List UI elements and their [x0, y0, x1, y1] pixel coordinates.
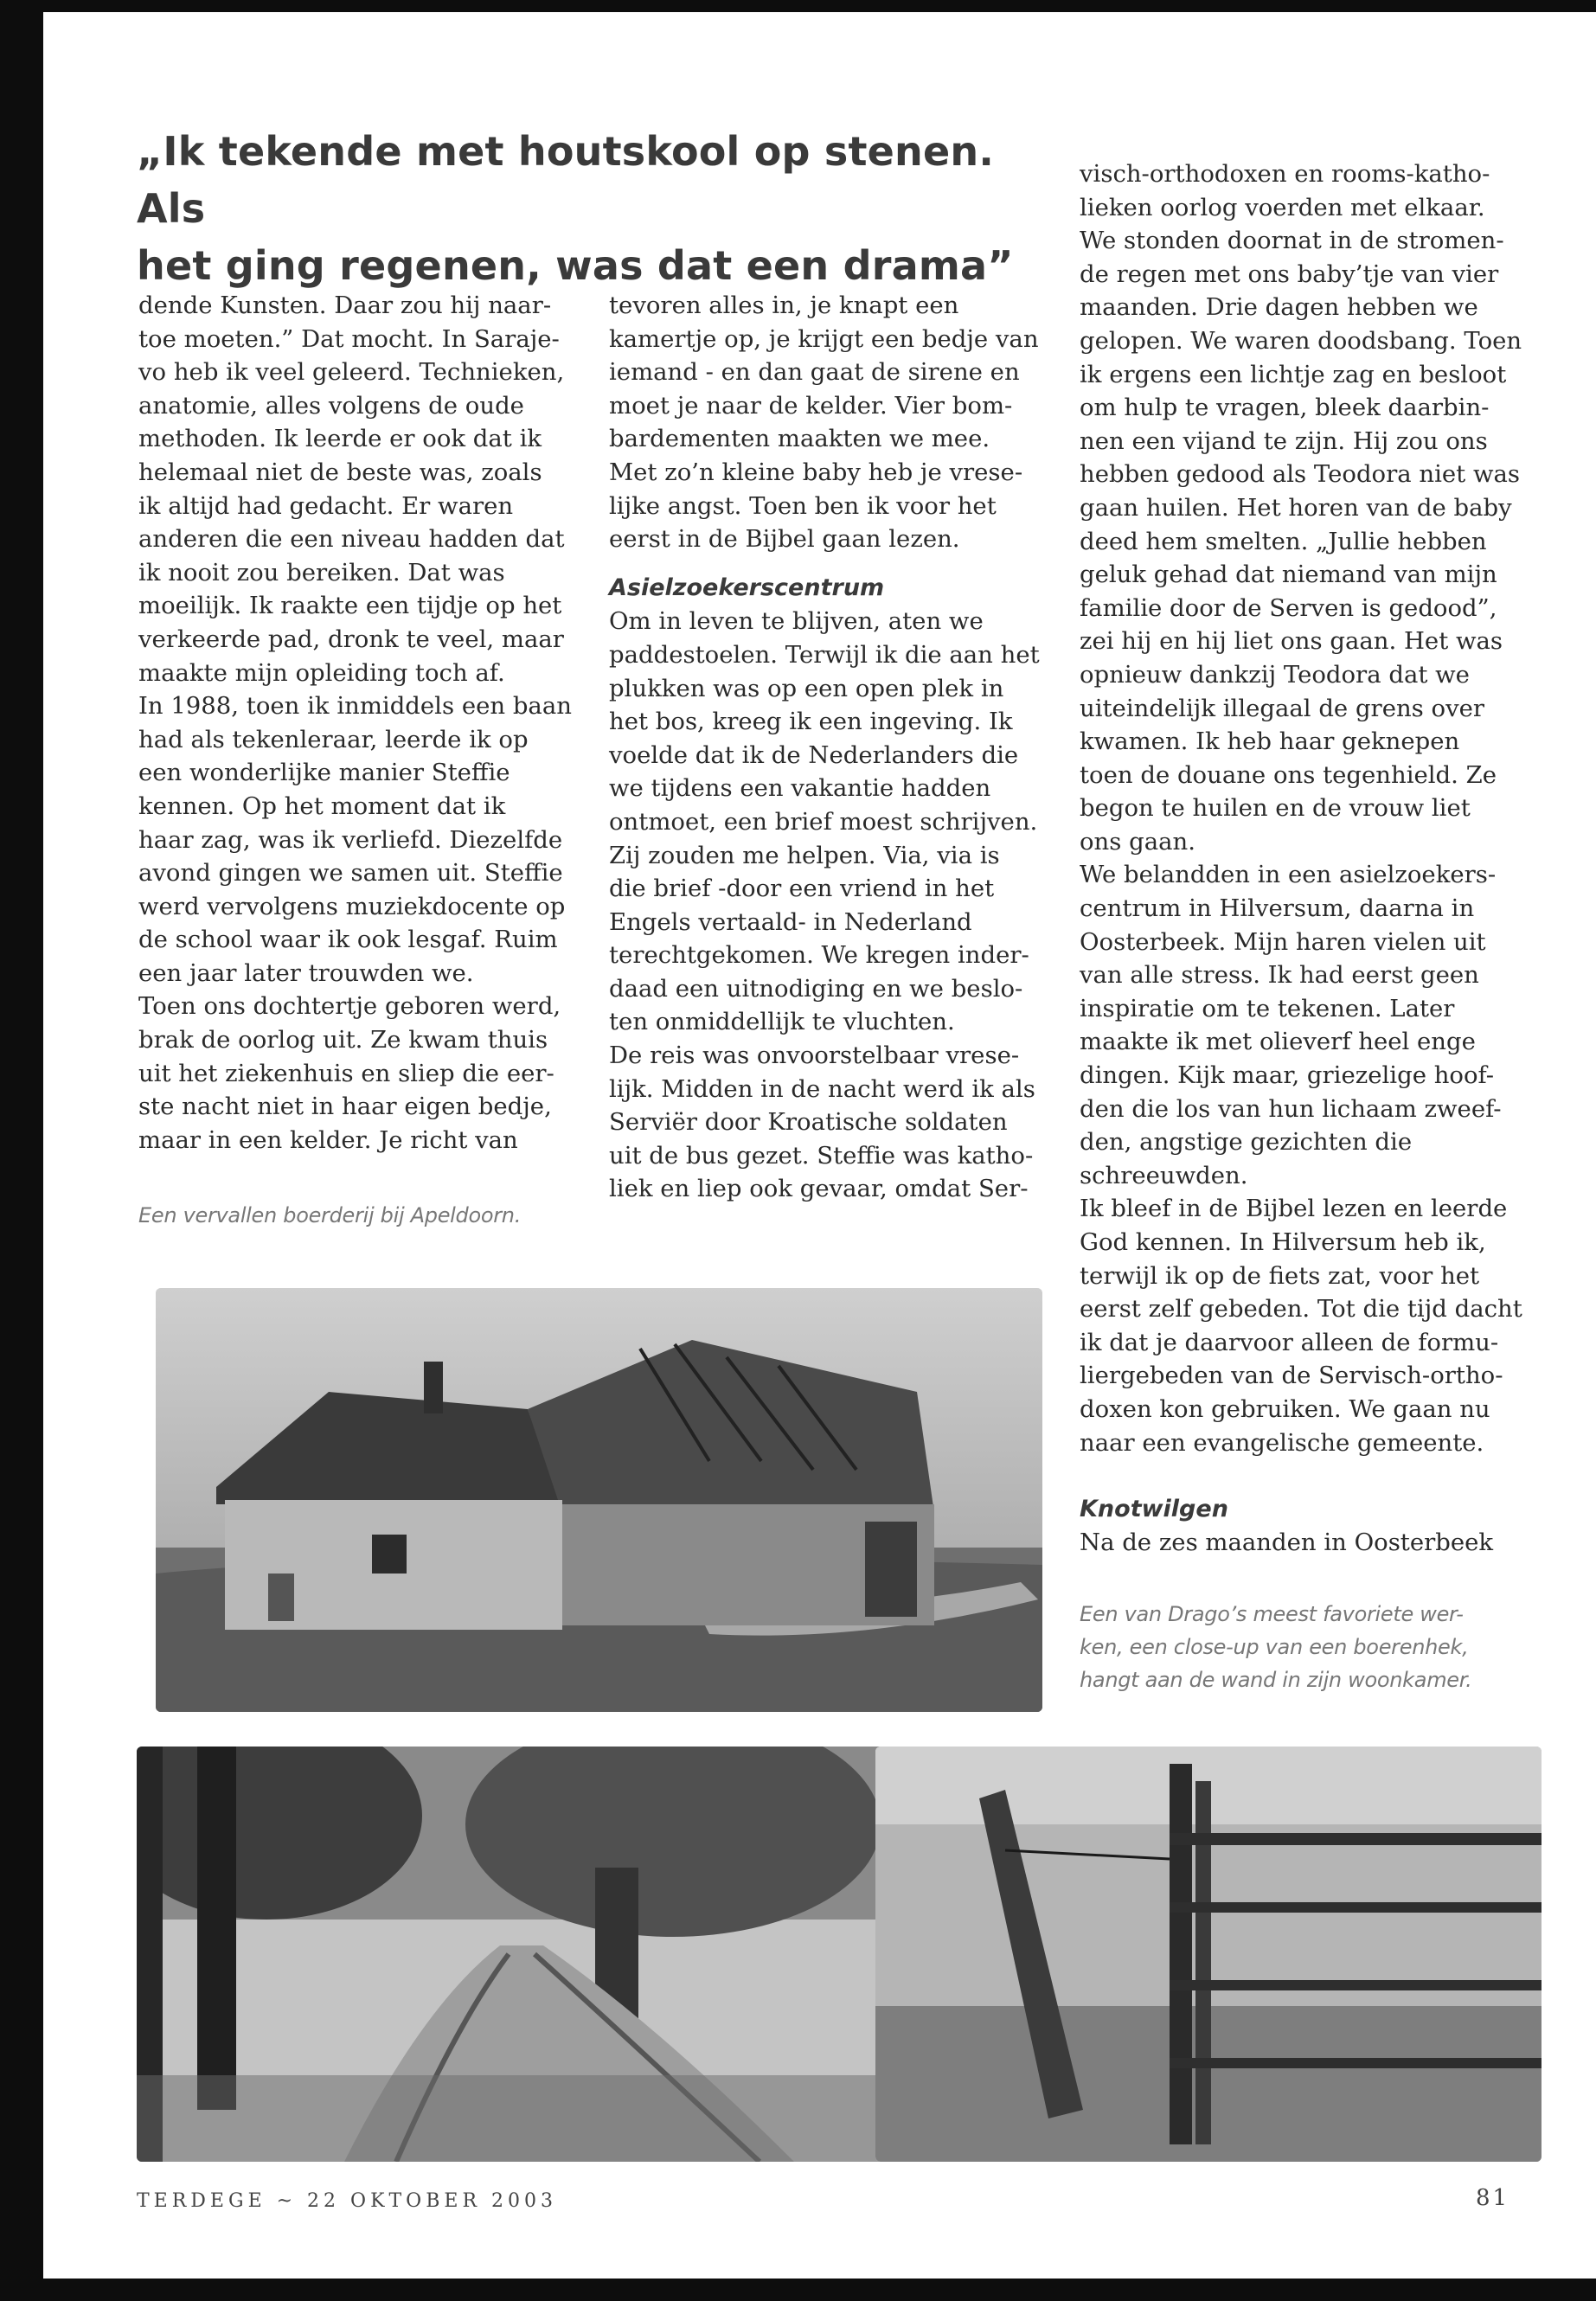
text-line: om hulp te vragen, bleek daarbin-	[1080, 394, 1490, 422]
text-line: den, angstige gezichten die	[1080, 1128, 1413, 1157]
text-line: haar zag, was ik verliefd. Diezelfde	[138, 825, 563, 854]
text-line: zei hij en hij liet ons gaan. Het was	[1080, 627, 1503, 656]
text-line: toe moeten.” Dat mocht. In Saraje-	[138, 324, 560, 353]
text-line: lieken oorlog voerden met elkaar.	[1080, 193, 1485, 221]
article-column-1	[138, 289, 572, 1157]
caption-line: ken, een close-up van een boerenhek,	[1080, 1635, 1469, 1659]
text-line: terechtgekomen. We kregen inder-	[609, 941, 1029, 970]
subheading: Asielzoekerscentrum	[609, 574, 885, 601]
text-line: familie door de Serven is gedood”,	[1080, 593, 1497, 622]
text-line: avond gingen we samen uit. Steffie	[138, 859, 563, 888]
text-line: had als tekenleraar, leerde ik op	[138, 725, 529, 753]
text-line: anderen die een niveau hadden dat	[138, 525, 565, 554]
text-line: een jaar later trouwden we.	[138, 958, 474, 987]
text-line: visch-orthodoxen en rooms-katho-	[1080, 160, 1490, 188]
text-line: Zij zouden me helpen. Via, via is	[609, 841, 1000, 869]
text-line: plukken was op een open plek in	[609, 674, 1004, 702]
text-line: iemand - en dan gaat de sirene en	[609, 358, 1020, 387]
text-line: den die los van hun lichaam zweef-	[1080, 1094, 1502, 1123]
farmhouse-drawing	[156, 1288, 1042, 1712]
text-line: God kennen. In Hilversum heb ik,	[1080, 1228, 1486, 1256]
caption-gate	[1080, 1598, 1471, 1696]
text-line: maakte ik met olieverf heel enge	[1080, 1028, 1476, 1056]
text-line: terwijl ik op de fiets zat, voor het	[1080, 1261, 1480, 1290]
text-line: voelde dat ik de Nederlanders die	[609, 740, 1019, 769]
text-line: eerst zelf gebeden. Tot die tijd dacht	[1080, 1295, 1522, 1324]
text-line: ik ergens een lichtje zag en besloot	[1080, 360, 1507, 388]
text-line: dende Kunsten. Daar zou hij naar-	[138, 292, 552, 319]
text-line: moet je naar de kelder. Vier bom-	[609, 391, 1013, 420]
text-line: hebben gedood als Teodora niet was	[1080, 460, 1521, 489]
text-line: Om in leven te blijven, aten we	[609, 607, 984, 636]
text-line: liek en liep ook gevaar, omdat Ser-	[609, 1175, 1029, 1203]
subheading: Knotwilgen	[1080, 1495, 1228, 1522]
text-line: We stonden doornat in de stromen-	[1080, 227, 1504, 255]
text-line: kennen. Op het moment dat ik	[138, 792, 506, 820]
text-line: bardementen maakten we mee.	[609, 425, 990, 453]
text-line: liergebeden van de Servisch-ortho-	[1080, 1362, 1503, 1390]
text-line: Ik bleef in de Bijbel lezen en leerde	[1080, 1195, 1508, 1223]
text-line: geluk gehad dat niemand van mijn	[1080, 561, 1497, 589]
text-line: verkeerde pad, dronk te veel, maar	[138, 625, 564, 653]
text-line: Oosterbeek. Mijn haren vielen uit	[1080, 927, 1486, 956]
text-line: We belandden in een asielzoekers-	[1080, 861, 1497, 889]
text-line: die brief -door een vriend in het	[609, 875, 995, 903]
text-line: Toen ons dochtertje geboren werd,	[138, 992, 561, 1021]
text-line: kamertje op, je krijgt een bedje van	[609, 324, 1039, 353]
text-line: kwamen. Ik heb haar geknepen	[1080, 727, 1460, 756]
text-line: inspiratie om te tekenen. Later	[1080, 994, 1455, 1022]
text-line: uit het ziekenhuis en sliep die eer-	[138, 1059, 554, 1087]
text-line: nen een vijand te zijn. Hij zou ons	[1080, 426, 1488, 455]
text-line: schreeuwden.	[1080, 1161, 1248, 1189]
footer-publication: TERDEGE ~ 22 OKTOBER 2003	[137, 2190, 557, 2212]
article-column-2	[609, 289, 1040, 1206]
text-line: de school waar ik ook lesgaf. Ruim	[138, 926, 558, 954]
caption-line: Een van Drago’s meest favoriete wer-	[1080, 1602, 1464, 1626]
text-line: ons gaan.	[1080, 827, 1195, 856]
text-line: eerst in de Bijbel gaan lezen.	[609, 525, 960, 554]
page-number: 81	[1476, 2185, 1510, 2211]
text-line: toen de douane ons tegenhield. Ze	[1080, 760, 1497, 789]
text-line: lijke angst. Toen ben ik voor het	[609, 491, 997, 520]
article-column-3	[1080, 157, 1522, 1560]
text-line: methoden. Ik leerde er ook dat ik	[138, 425, 542, 453]
text-line: maakte mijn opleiding toch af.	[138, 658, 505, 687]
text-line: ste nacht niet in haar eigen bedje,	[138, 1093, 552, 1121]
text-line: we tijdens een vakantie hadden	[609, 774, 991, 803]
text-line: van alle stress. Ik had eerst geen	[1080, 961, 1479, 990]
text-line: deed hem smelten. „Jullie hebben	[1080, 527, 1487, 555]
text-line: helemaal niet de beste was, zoals	[138, 458, 542, 486]
text-line: ik nooit zou bereiken. Dat was	[138, 558, 505, 586]
text-line: tevoren alles in, je knapt een	[609, 292, 959, 319]
text-line: het bos, kreeg ik een ingeving. Ik	[609, 708, 1013, 736]
text-line: paddestoelen. Terwijl ik die aan het	[609, 640, 1040, 669]
text-line: vo heb ik veel geleerd. Technieken,	[138, 358, 565, 387]
text-line: gaan huilen. Het horen van de baby	[1080, 493, 1512, 522]
text-line: uit de bus gezet. Steffie was katho-	[609, 1141, 1034, 1170]
text-line: maar in een kelder. Je richt van	[138, 1125, 518, 1154]
text-line: centrum in Hilversum, daarna in	[1080, 894, 1475, 923]
text-line: opnieuw dankzij Teodora dat we	[1080, 660, 1470, 689]
country-path-drawing	[137, 1747, 889, 2162]
caption-farm: Een vervallen boerderij bij Apeldoorn.	[138, 1203, 522, 1227]
text-line: Na de zes maanden in Oosterbeek	[1080, 1529, 1494, 1557]
text-line: daad een uitnodiging en we beslo-	[609, 974, 1023, 1003]
text-line: werd vervolgens muziekdocente op	[138, 892, 566, 920]
magazine-page	[43, 12, 1596, 2279]
text-line: ontmoet, een brief moest schrijven.	[609, 807, 1038, 836]
text-line: lijk. Midden in de nacht werd ik als	[609, 1074, 1035, 1103]
text-line: maanden. Drie dagen hebben we	[1080, 293, 1478, 322]
headline	[137, 123, 1054, 294]
text-line: ik altijd had gedacht. Er waren	[138, 491, 514, 520]
text-line: de regen met ons baby’tje van vier	[1080, 260, 1499, 288]
text-line: brak de oorlog uit. Ze kwam thuis	[138, 1026, 548, 1054]
text-line: begon te huilen en de vrouw liet	[1080, 794, 1471, 823]
text-line: uiteindelijk illegaal de grens over	[1080, 694, 1485, 722]
text-line: gelopen. We waren doodsbang. Toen	[1080, 326, 1522, 355]
farm-gate-drawing	[875, 1747, 1542, 2162]
text-line: doxen kon gebruiken. We gaan nu	[1080, 1394, 1490, 1423]
text-line: Engels vertaald- in Nederland	[609, 907, 972, 936]
text-line: In 1988, toen ik inmiddels een baan	[138, 692, 572, 721]
text-line: ten onmiddellijk te vluchten.	[609, 1008, 955, 1036]
headline-line: „Ik tekende met houtskool op stenen. Als	[137, 128, 995, 232]
headline-line: het ging regenen, was dat een drama”	[137, 242, 1014, 289]
text-line: dingen. Kijk maar, griezelige hoof-	[1080, 1061, 1495, 1090]
text-line: De reis was onvoorstelbaar vrese-	[609, 1042, 1020, 1070]
text-line: naar een evangelische gemeente.	[1080, 1428, 1484, 1457]
caption-line: hangt aan de wand in zijn woonkamer.	[1080, 1668, 1472, 1692]
text-line: een wonderlijke manier Steffie	[138, 759, 510, 787]
text-line: anatomie, alles volgens de oude	[138, 391, 524, 420]
text-line: ik dat je daarvoor alleen de formu-	[1080, 1328, 1499, 1356]
text-line: moeilijk. Ik raakte een tijdje op het	[138, 592, 562, 620]
text-line: Serviër door Kroatische soldaten	[609, 1108, 1008, 1137]
text-line: Met zo’n kleine baby heb je vrese-	[609, 458, 1023, 486]
